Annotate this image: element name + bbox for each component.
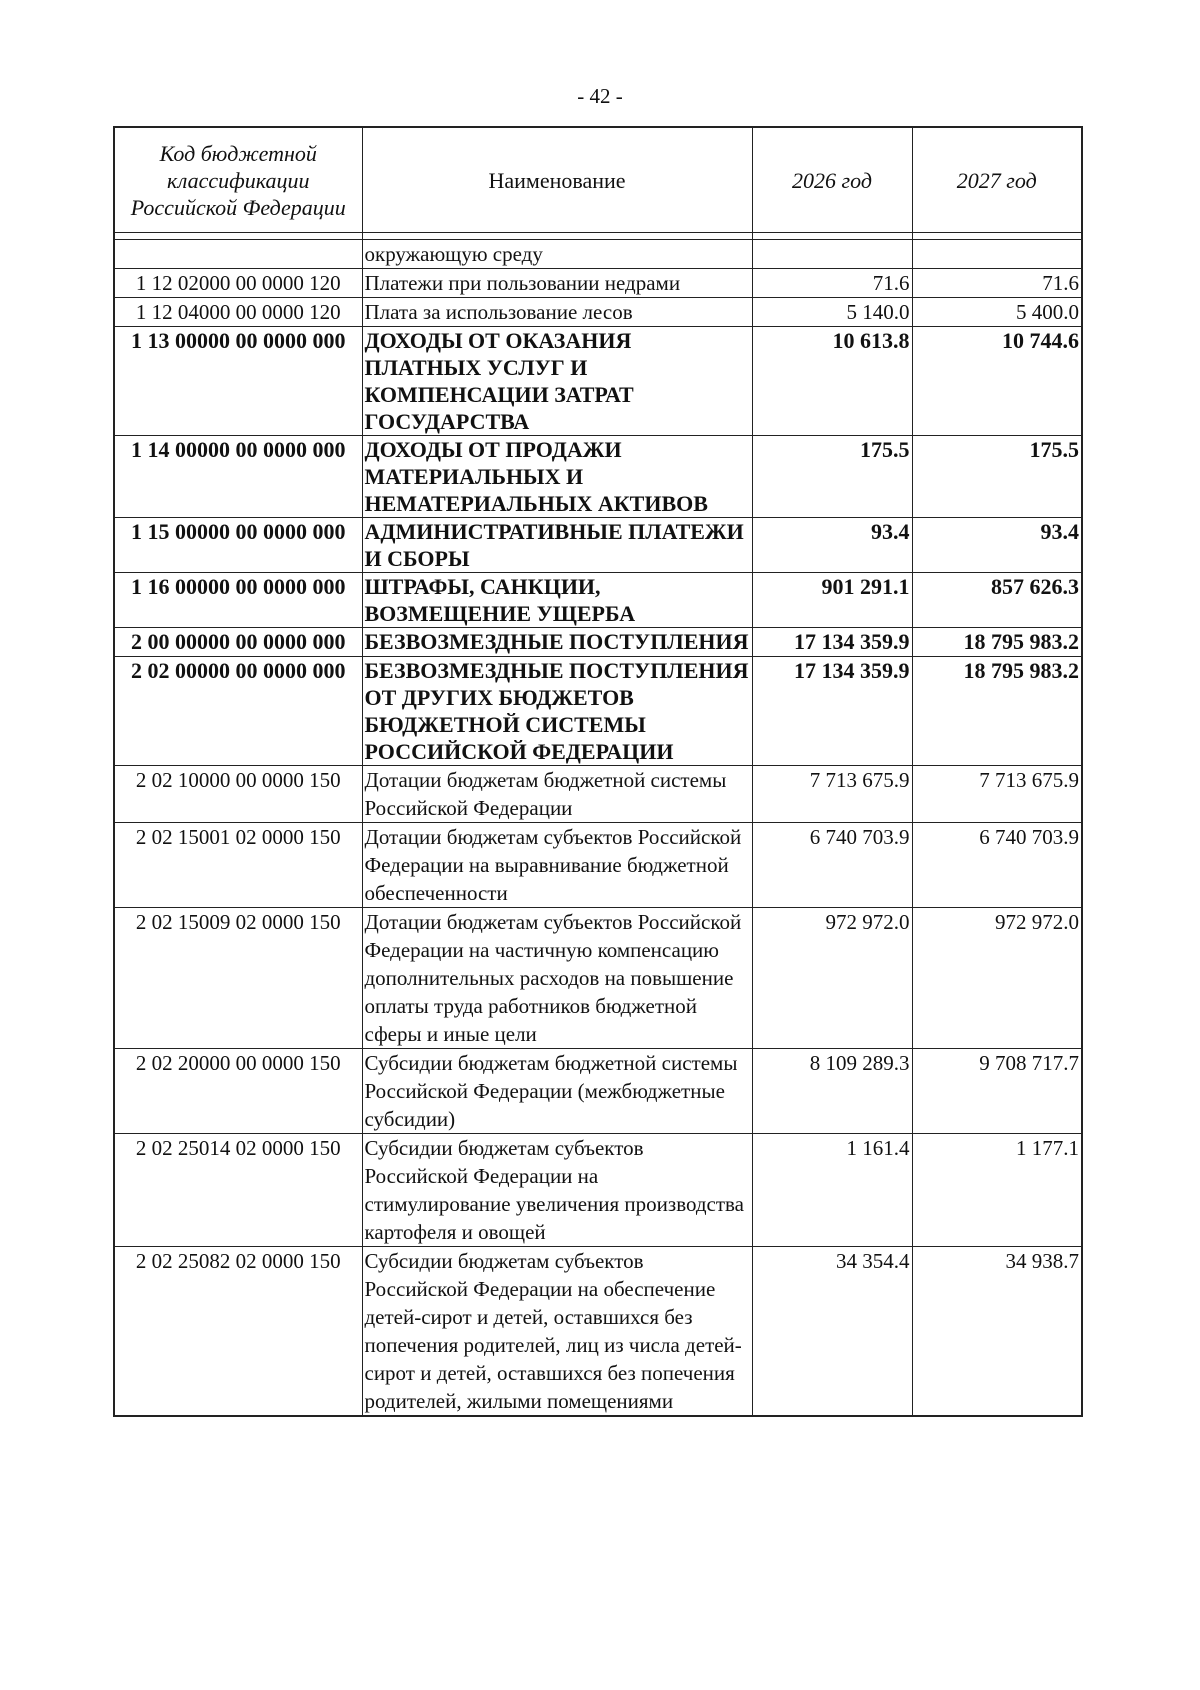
name-cell: ДОХОДЫ ОТ ОКАЗАНИЯ ПЛАТНЫХ УСЛУГ И КОМПЕНСАЦИИ ЗАТРАТ ГОСУДАРСТВА [362,327,752,436]
value-2027-cell: 1 177.1 [912,1134,1082,1247]
code-cell: 2 02 15001 02 0000 150 [114,823,362,908]
header-name: Наименование [362,127,752,233]
value-2026-cell: 175.5 [752,436,912,518]
value-2026-cell [752,240,912,269]
value-2027-cell: 857 626.3 [912,573,1082,628]
code-cell: 2 02 15009 02 0000 150 [114,908,362,1049]
value-2026-cell: 8 109 289.3 [752,1049,912,1134]
value-2027-cell: 93.4 [912,518,1082,573]
table-row [114,436,1082,518]
table-row [114,823,1082,908]
name-cell: Платежи при пользовании недрами [362,269,752,298]
code-cell: 2 00 00000 00 0000 000 [114,628,362,657]
value-2027-cell: 34 938.7 [912,1247,1082,1417]
value-2027-cell: 972 972.0 [912,908,1082,1049]
name-cell: окружающую среду [362,240,752,269]
budget-table [113,126,1083,1417]
value-2027-cell: 5 400.0 [912,298,1082,327]
value-2027-cell [912,240,1082,269]
table-header-row [114,127,1082,233]
value-2027-cell: 7 713 675.9 [912,766,1082,823]
code-cell [114,240,362,269]
table-row [114,1049,1082,1134]
name-cell: Субсидии бюджетам субъектов Российской Федерации на обеспечение детей-сирот и детей, оставшихся без попечения родителей, лиц из числа детей-сирот и детей, оставшихся без попечения родителей, жилыми помещениями [362,1247,752,1417]
name-cell: Дотации бюджетам бюджетной системы Российской Федерации [362,766,752,823]
value-2026-cell: 901 291.1 [752,573,912,628]
value-2027-cell: 10 744.6 [912,327,1082,436]
code-cell: 1 16 00000 00 0000 000 [114,573,362,628]
code-cell: 2 02 00000 00 0000 000 [114,657,362,766]
page-number: - 42 - [577,84,623,108]
code-cell: 2 02 10000 00 0000 150 [114,766,362,823]
name-cell: Плата за использование лесов [362,298,752,327]
name-cell: ДОХОДЫ ОТ ПРОДАЖИ МАТЕРИАЛЬНЫХ И НЕМАТЕРИАЛЬНЫХ АКТИВОВ [362,436,752,518]
name-cell: ШТРАФЫ, САНКЦИИ, ВОЗМЕЩЕНИЕ УЩЕРБА [362,573,752,628]
name-cell: Субсидии бюджетам бюджетной системы Российской Федерации (межбюджетные субсидии) [362,1049,752,1134]
table-row [114,518,1082,573]
value-2026-cell: 5 140.0 [752,298,912,327]
value-2027-cell: 71.6 [912,269,1082,298]
header-2026: 2026 год [752,127,912,233]
value-2026-cell: 10 613.8 [752,327,912,436]
table-row [114,240,1082,269]
value-2027-cell: 18 795 983.2 [912,628,1082,657]
code-cell: 2 02 20000 00 0000 150 [114,1049,362,1134]
table-row [114,269,1082,298]
header-spacer-row [114,233,1082,240]
value-2026-cell: 93.4 [752,518,912,573]
table-row [114,628,1082,657]
code-cell: 1 12 04000 00 0000 120 [114,298,362,327]
table-row [114,908,1082,1049]
code-cell: 1 14 00000 00 0000 000 [114,436,362,518]
value-2026-cell: 17 134 359.9 [752,628,912,657]
name-cell: БЕЗВОЗМЕЗДНЫЕ ПОСТУПЛЕНИЯ ОТ ДРУГИХ БЮДЖЕТОВ БЮДЖЕТНОЙ СИСТЕМЫ РОССИЙСКОЙ ФЕДЕРАЦИИ [362,657,752,766]
value-2027-cell: 9 708 717.7 [912,1049,1082,1134]
name-cell: БЕЗВОЗМЕЗДНЫЕ ПОСТУПЛЕНИЯ [362,628,752,657]
code-cell: 1 15 00000 00 0000 000 [114,518,362,573]
code-cell: 2 02 25014 02 0000 150 [114,1134,362,1247]
table-row [114,1134,1082,1247]
table-body [114,240,1082,1417]
value-2027-cell: 6 740 703.9 [912,823,1082,908]
value-2027-cell: 18 795 983.2 [912,657,1082,766]
header-code: Код бюджетной классификации Российской Федерации [114,127,362,233]
value-2026-cell: 71.6 [752,269,912,298]
name-cell: Субсидии бюджетам субъектов Российской Федерации на стимулирование увеличения производства картофеля и овощей [362,1134,752,1247]
code-cell: 1 13 00000 00 0000 000 [114,327,362,436]
value-2027-cell: 175.5 [912,436,1082,518]
value-2026-cell: 7 713 675.9 [752,766,912,823]
name-cell: АДМИНИСТРАТИВНЫЕ ПЛАТЕЖИ И СБОРЫ [362,518,752,573]
table-row [114,1247,1082,1417]
name-cell: Дотации бюджетам субъектов Российской Федерации на частичную компенсацию дополнительных расходов на повышение оплаты труда работников бюджетной сферы и иные цели [362,908,752,1049]
value-2026-cell: 17 134 359.9 [752,657,912,766]
table-row [114,298,1082,327]
value-2026-cell: 34 354.4 [752,1247,912,1417]
value-2026-cell: 1 161.4 [752,1134,912,1247]
code-cell: 1 12 02000 00 0000 120 [114,269,362,298]
name-cell: Дотации бюджетам субъектов Российской Федерации на выравнивание бюджетной обеспеченности [362,823,752,908]
table-row [114,573,1082,628]
table-row [114,327,1082,436]
value-2026-cell: 972 972.0 [752,908,912,1049]
table-row [114,766,1082,823]
value-2026-cell: 6 740 703.9 [752,823,912,908]
code-cell: 2 02 25082 02 0000 150 [114,1247,362,1417]
header-2027: 2027 год [912,127,1082,233]
table-row [114,657,1082,766]
